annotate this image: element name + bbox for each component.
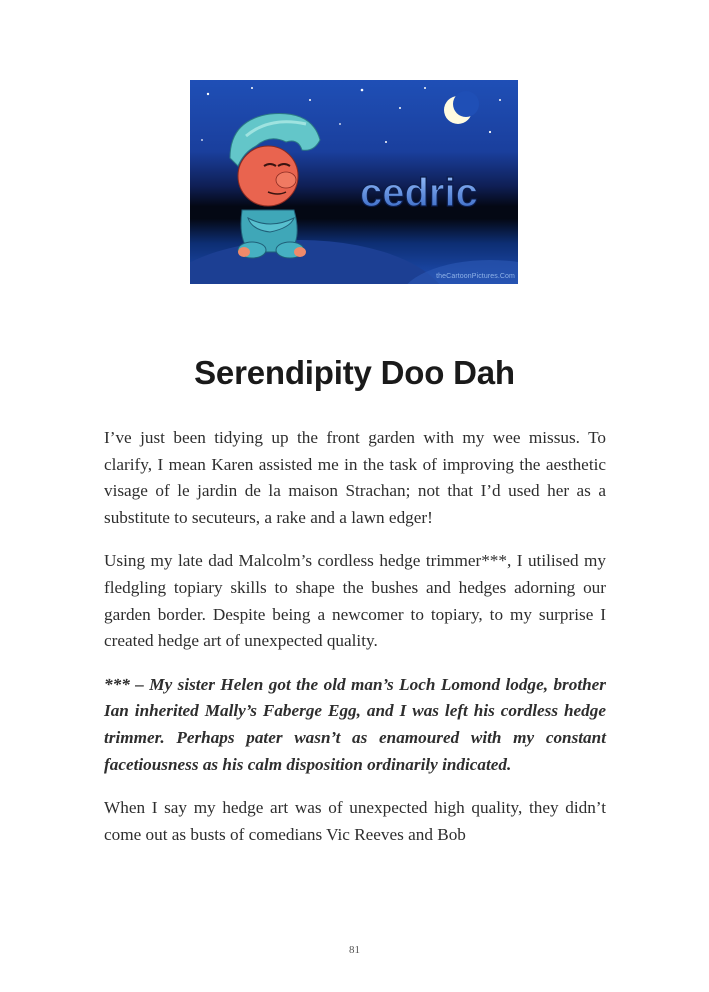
- paragraph-2: Using my late dad Malcolm’s cordless hedge trimmer***, I utilised my fledgling topiary skills to shape the bushes and hedges adorning our garden border. Despite being a newcomer to topiary, to my surprise I created hedge art of unexpected quality.: [104, 551, 606, 651]
- cedric-cartoon-image: [190, 80, 518, 284]
- paragraph-1: I’ve just been tidying up the front garden with my wee missus. To clarify, I mean Karen assisted me in the task of improving the aesthetic visage of le jardin de la maison Strachan; not that I’d used her as a substitute to secuteurs, a rake and a lawn edger!: [104, 428, 606, 527]
- chapter-title: Serendipity Doo Dah: [194, 354, 515, 391]
- footnote-paragraph: *** – My sister Helen got the old man’s Loch Lomond lodge, brother Ian inherited Mally’s Faberge Egg, and I was left his cordless hedge trimmer. Perhaps pater wasn’t as enamoured with my constant facetiousness as his calm disposition ordinarily indicated.: [104, 674, 606, 774]
- paragraph-4: When I say my hedge art was of unexpected high quality, they didn’t come out as busts of comedians Vic Reeves and Bob: [104, 798, 606, 844]
- page-number: 81: [349, 944, 360, 956]
- cedric-character: [230, 114, 320, 258]
- image-watermark: theCartoonPictures.Com: [436, 273, 515, 280]
- moon-icon: [444, 91, 479, 124]
- cedric-cartoon-illustration: [190, 80, 518, 284]
- body-text: [104, 425, 606, 865]
- cedric-logo-text: cedric: [360, 171, 478, 215]
